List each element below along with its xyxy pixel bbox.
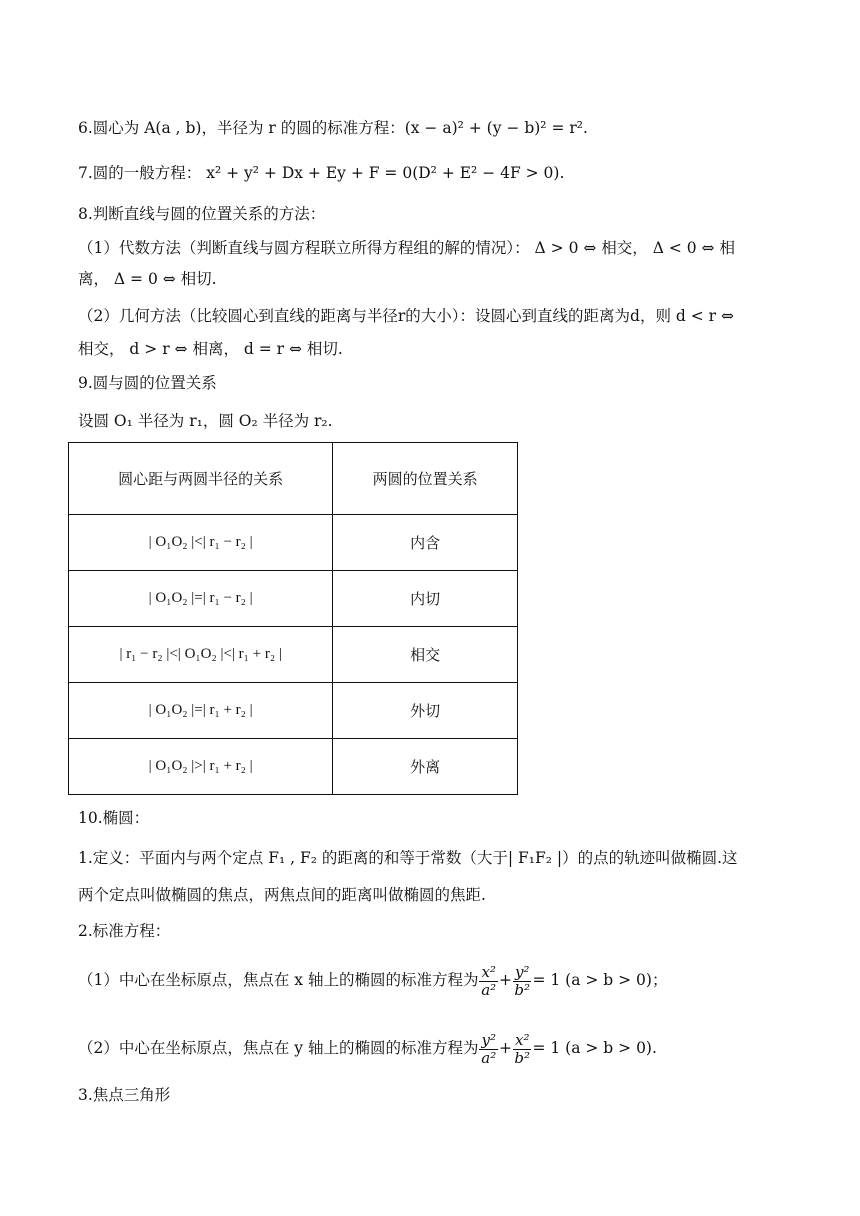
- standard-equation-x-axis: （1）中心在坐标原点，焦点在 x 轴上的椭圆的标准方程为 $\frac{\text{x²}}{\text{a²}}$ + $\frac{\text{y²}}{\text{b²}}$ = 1 (a > b > 0)；: [78, 962, 668, 999]
- table-cell-condition: | O₁O₂ |=| r₁ − r₂ |: [69, 571, 333, 627]
- table-cell-condition: | O₁O₂ |>| r₁ + r₂ |: [69, 739, 333, 795]
- table-row: [69, 627, 518, 683]
- focal-triangle-heading: 3.焦点三角形: [78, 1086, 171, 1104]
- standard-equation-heading: 2.标准方程：: [78, 922, 171, 940]
- table-row: [69, 739, 518, 795]
- equation-condition: = 1 (a > b > 0)；: [532, 971, 668, 989]
- table-cell-condition: | O₁O₂ |=| r₁ + r₂ |: [69, 683, 333, 739]
- equation-text: （2）中心在坐标原点，焦点在 y 轴上的椭圆的标准方程为: [78, 1039, 479, 1057]
- item-8-method-1-line-a: （1）代数方法（判断直线与圆方程联立所得方程组的解的情况）： Δ > 0 ⇔ 相交， Δ < 0 ⇔ 相: [78, 239, 735, 257]
- item-8-heading: 8.判断直线与圆的位置关系的方法：: [78, 205, 326, 223]
- table-cell-relation: 外切: [333, 683, 518, 739]
- item-6-circle-standard-equation: 6.圆心为 A(a , b)，半径为 r 的圆的标准方程：(x − a)² + (y − b)² = r².: [78, 119, 588, 137]
- equation-text: （1）中心在坐标原点，焦点在 x 轴上的椭圆的标准方程为: [78, 971, 479, 989]
- table-cell-relation: 外离: [333, 739, 518, 795]
- item-8-method-1-line-b: 离， Δ = 0 ⇔ 相切.: [78, 270, 217, 288]
- circle-relation-table: [68, 442, 518, 795]
- table-row: [69, 683, 518, 739]
- item-8-method-2-line-a: （2）几何方法（比较圆心到直线的距离与半径r的大小）：设圆心到直线的距离为d，则 d < r ⇔: [78, 307, 734, 325]
- table-header-cell: 圆心距与两圆半径的关系: [69, 443, 333, 515]
- table-header-row: [69, 443, 518, 515]
- item-9-heading: 9.圆与圆的位置关系: [78, 374, 217, 392]
- ellipse-definition-line-a: 1.定义：平面内与两个定点 F₁ , F₂ 的距离的和等于常数（大于| F₁F₂ |）的点的轨迹叫做椭圆.这: [78, 849, 738, 867]
- ellipse-definition-line-b: 两个定点叫做椭圆的焦点，两焦点间的距离叫做椭圆的焦距.: [78, 886, 486, 904]
- standard-equation-y-axis: （2）中心在坐标原点，焦点在 y 轴上的椭圆的标准方程为 $\frac{\text{y²}}{\text{a²}}$ + $\frac{\text{x²}}{\text{b²}}$ = 1 (a > b > 0).: [78, 1030, 657, 1067]
- table-row: [69, 515, 518, 571]
- table-row: [69, 571, 518, 627]
- item-9-intro: 设圆 O₁ 半径为 r₁，圆 O₂ 半径为 r₂.: [78, 412, 333, 430]
- fraction: $\frac{\text{y²}}{\text{b²}}$: [514, 962, 531, 999]
- fraction: $\frac{\text{y²}}{\text{a²}}$: [481, 1030, 497, 1067]
- table-cell-relation: 相交: [333, 627, 518, 683]
- table-cell-relation: 内切: [333, 571, 518, 627]
- equation-condition: = 1 (a > b > 0).: [532, 1039, 657, 1057]
- item-10-heading: 10.椭圆：: [78, 809, 150, 827]
- table-header-cell: 两圆的位置关系: [333, 443, 518, 515]
- table-cell-condition: | O₁O₂ |<| r₁ − r₂ |: [69, 515, 333, 571]
- fraction: $\frac{\text{x²}}{\text{a²}}$: [481, 962, 497, 999]
- table-cell-condition: | r₁ − r₂ |<| O₁O₂ |<| r₁ + r₂ |: [69, 627, 333, 683]
- fraction: $\frac{\text{x²}}{\text{b²}}$: [514, 1030, 531, 1067]
- item-7-circle-general-equation: 7.圆的一般方程： x² + y² + Dx + Ey + F = 0(D² + E² − 4F > 0).: [78, 164, 565, 182]
- item-8-method-2-line-b: 相交， d > r ⇔ 相离， d = r ⇔ 相切.: [78, 340, 343, 358]
- table-cell-relation: 内含: [333, 515, 518, 571]
